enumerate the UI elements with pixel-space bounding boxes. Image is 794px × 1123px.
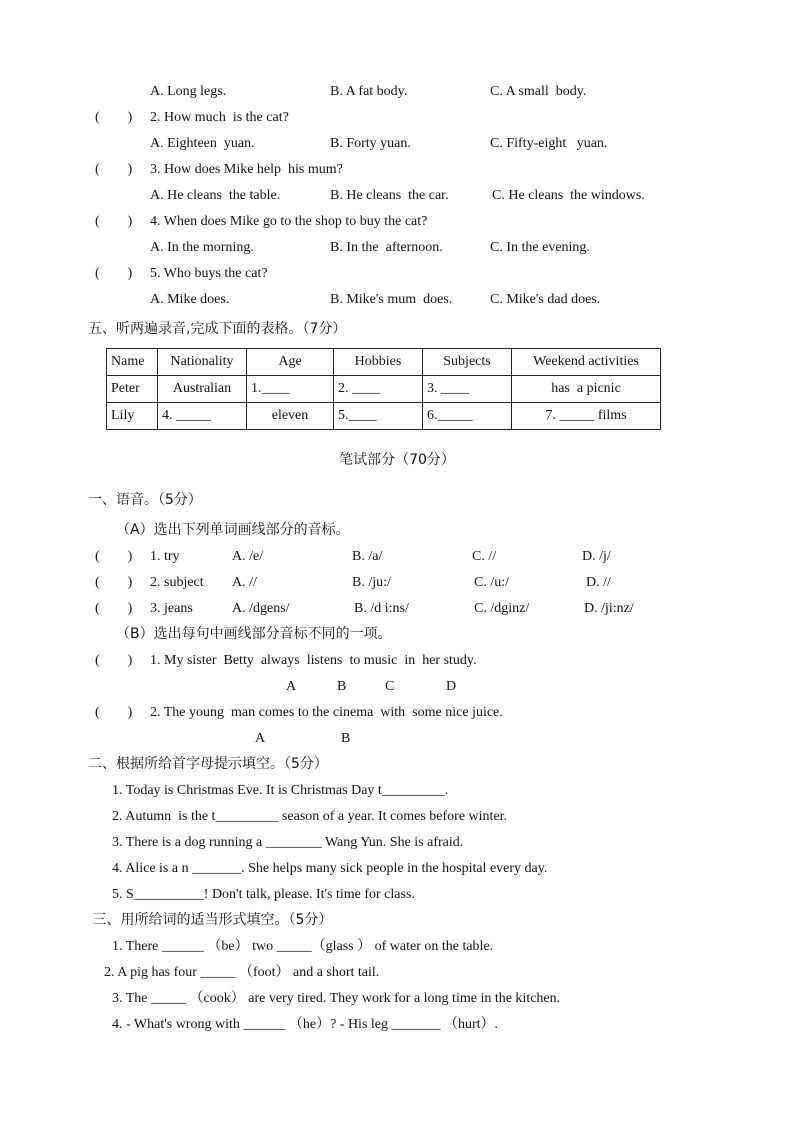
table-cell: has a picnic — [512, 376, 661, 403]
answer-blank[interactable]: ( ) — [95, 110, 133, 125]
fill-item: 3. There is a dog running a ________ Wang Yun. She is afraid. — [112, 835, 464, 850]
fill-item: 5. S__________! Don't talk, please. It's time for class. — [112, 887, 415, 902]
choice-letter-b: B — [337, 679, 347, 694]
choice-letter-a: A — [286, 679, 297, 694]
table-row — [107, 403, 661, 430]
table-cell[interactable]: 1.____ — [247, 376, 334, 403]
answer-blank[interactable]: ( ) — [95, 705, 133, 720]
option-a: A. /dgens/ — [232, 601, 290, 616]
header-cell: Name — [107, 349, 158, 376]
option-a: A. // — [232, 575, 257, 590]
table-header-row — [107, 349, 661, 376]
info-table — [106, 348, 661, 430]
option-b: B. /d i:ns/ — [354, 601, 409, 616]
section-title: 五、听两遍录音,完成下面的表格。（7分） — [88, 321, 347, 337]
option-a: A. Mike does. — [150, 292, 230, 307]
question-text: 3. How does Mike help his mum? — [150, 162, 343, 177]
choice-letter-d: D — [446, 679, 457, 694]
q1-option-a: A. Long legs. — [150, 84, 227, 99]
fill-item: 2. Autumn is the t_________ season of a year. It comes before winter. — [112, 809, 508, 824]
choice-letter-a: A — [255, 731, 266, 746]
table-cell[interactable]: 5.____ — [334, 403, 423, 430]
question-text: 5. Who buys the cat? — [150, 266, 268, 281]
choice-letter-b: B — [341, 731, 351, 746]
option-b: B. Mike's mum does. — [330, 292, 453, 307]
header-cell: Subjects — [423, 349, 512, 376]
question-text: 1. My sister Betty always listens to music in her study. — [150, 653, 477, 668]
question-text: 2. subject — [150, 575, 204, 590]
fill-item: 4. - What's wrong with ______ （he）? - His leg _______ （hurt）. — [112, 1017, 499, 1032]
option-a: A. He cleans the table. — [150, 188, 281, 203]
fill-item: 1. There ______ （be） two _____（glass ） of water on the table. — [112, 939, 494, 954]
question-text: 2. How much is the cat? — [150, 110, 289, 125]
header-cell: Weekend activities — [512, 349, 661, 376]
section-title: 一、语音。（5分） — [88, 492, 202, 508]
option-a: A. Eighteen yuan. — [150, 136, 255, 151]
answer-blank[interactable]: ( ) — [95, 601, 133, 616]
table-cell[interactable]: 2. ____ — [334, 376, 423, 403]
header-cell: Hobbies — [334, 349, 423, 376]
answer-blank[interactable]: ( ) — [95, 214, 133, 229]
answer-blank[interactable]: ( ) — [95, 549, 133, 564]
header-cell: Nationality — [158, 349, 247, 376]
question-text: 3. jeans — [150, 601, 193, 616]
section-title: 三、用所给词的适当形式填空。（5分） — [88, 912, 333, 928]
question-text: 1. try — [150, 549, 180, 564]
question-text: 4. When does Mike go to the shop to buy the cat? — [150, 214, 428, 229]
option-c: C. /dginz/ — [474, 601, 530, 616]
answer-blank[interactable]: ( ) — [95, 575, 133, 590]
section-title: 二、根据所给首字母提示填空。（5分） — [88, 756, 328, 772]
table-cell[interactable]: 7. _____ films — [512, 403, 661, 430]
q1-option-b: B. A fat body. — [330, 84, 408, 99]
option-b: B. /ju:/ — [352, 575, 391, 590]
option-b: B. Forty yuan. — [330, 136, 411, 151]
fill-item: 3. The _____ （cook） are very tired. They work for a long time in the kitchen. — [112, 991, 561, 1006]
fill-item: 2. A pig has four _____ （foot） and a short tail. — [104, 965, 380, 980]
fill-item: 1. Today is Christmas Eve. It is Christmas Day t_________. — [112, 783, 449, 798]
option-a: A. In the morning. — [150, 240, 254, 255]
option-a: A. /e/ — [232, 549, 264, 564]
option-d: D. /j/ — [582, 549, 611, 564]
option-c: C. Mike's dad does. — [490, 292, 601, 307]
option-b: B. He cleans the car. — [330, 188, 449, 203]
fill-item: 4. Alice is a n _______. She helps many sick people in the hospital every day. — [112, 861, 548, 876]
option-b: B. /a/ — [352, 549, 383, 564]
choice-letter-c: C — [385, 679, 395, 694]
part-title: 笔试部分（70分） — [339, 452, 455, 468]
table-cell: eleven — [247, 403, 334, 430]
option-d: D. // — [586, 575, 611, 590]
header-cell: Age — [247, 349, 334, 376]
answer-blank[interactable]: ( ) — [95, 266, 133, 281]
table-row — [107, 376, 661, 403]
option-b: B. In the afternoon. — [330, 240, 443, 255]
table-cell: Peter — [107, 376, 158, 403]
table-cell: Lily — [107, 403, 158, 430]
question-text: 2. The young man comes to the cinema with some nice juice. — [150, 705, 503, 720]
option-c: C. He cleans the windows. — [492, 188, 645, 203]
option-c: C. // — [472, 549, 497, 564]
option-c: C. In the evening. — [490, 240, 590, 255]
table-cell[interactable]: 6._____ — [423, 403, 512, 430]
q1-option-c: C. A small body. — [490, 84, 587, 99]
subsection-title: （A）选出下列单词画线部分的音标。 — [116, 522, 350, 538]
subsection-title: （B）选出每句中画线部分音标不同的一项。 — [116, 626, 392, 642]
option-d: D. /ji:nz/ — [584, 601, 634, 616]
option-c: C. Fifty-eight yuan. — [490, 136, 608, 151]
answer-blank[interactable]: ( ) — [95, 162, 133, 177]
answer-blank[interactable]: ( ) — [95, 653, 133, 668]
table-cell[interactable]: 4. _____ — [158, 403, 247, 430]
option-c: C. /u:/ — [474, 575, 510, 590]
table-cell[interactable]: 3. ____ — [423, 376, 512, 403]
table-cell: Australian — [158, 376, 247, 403]
